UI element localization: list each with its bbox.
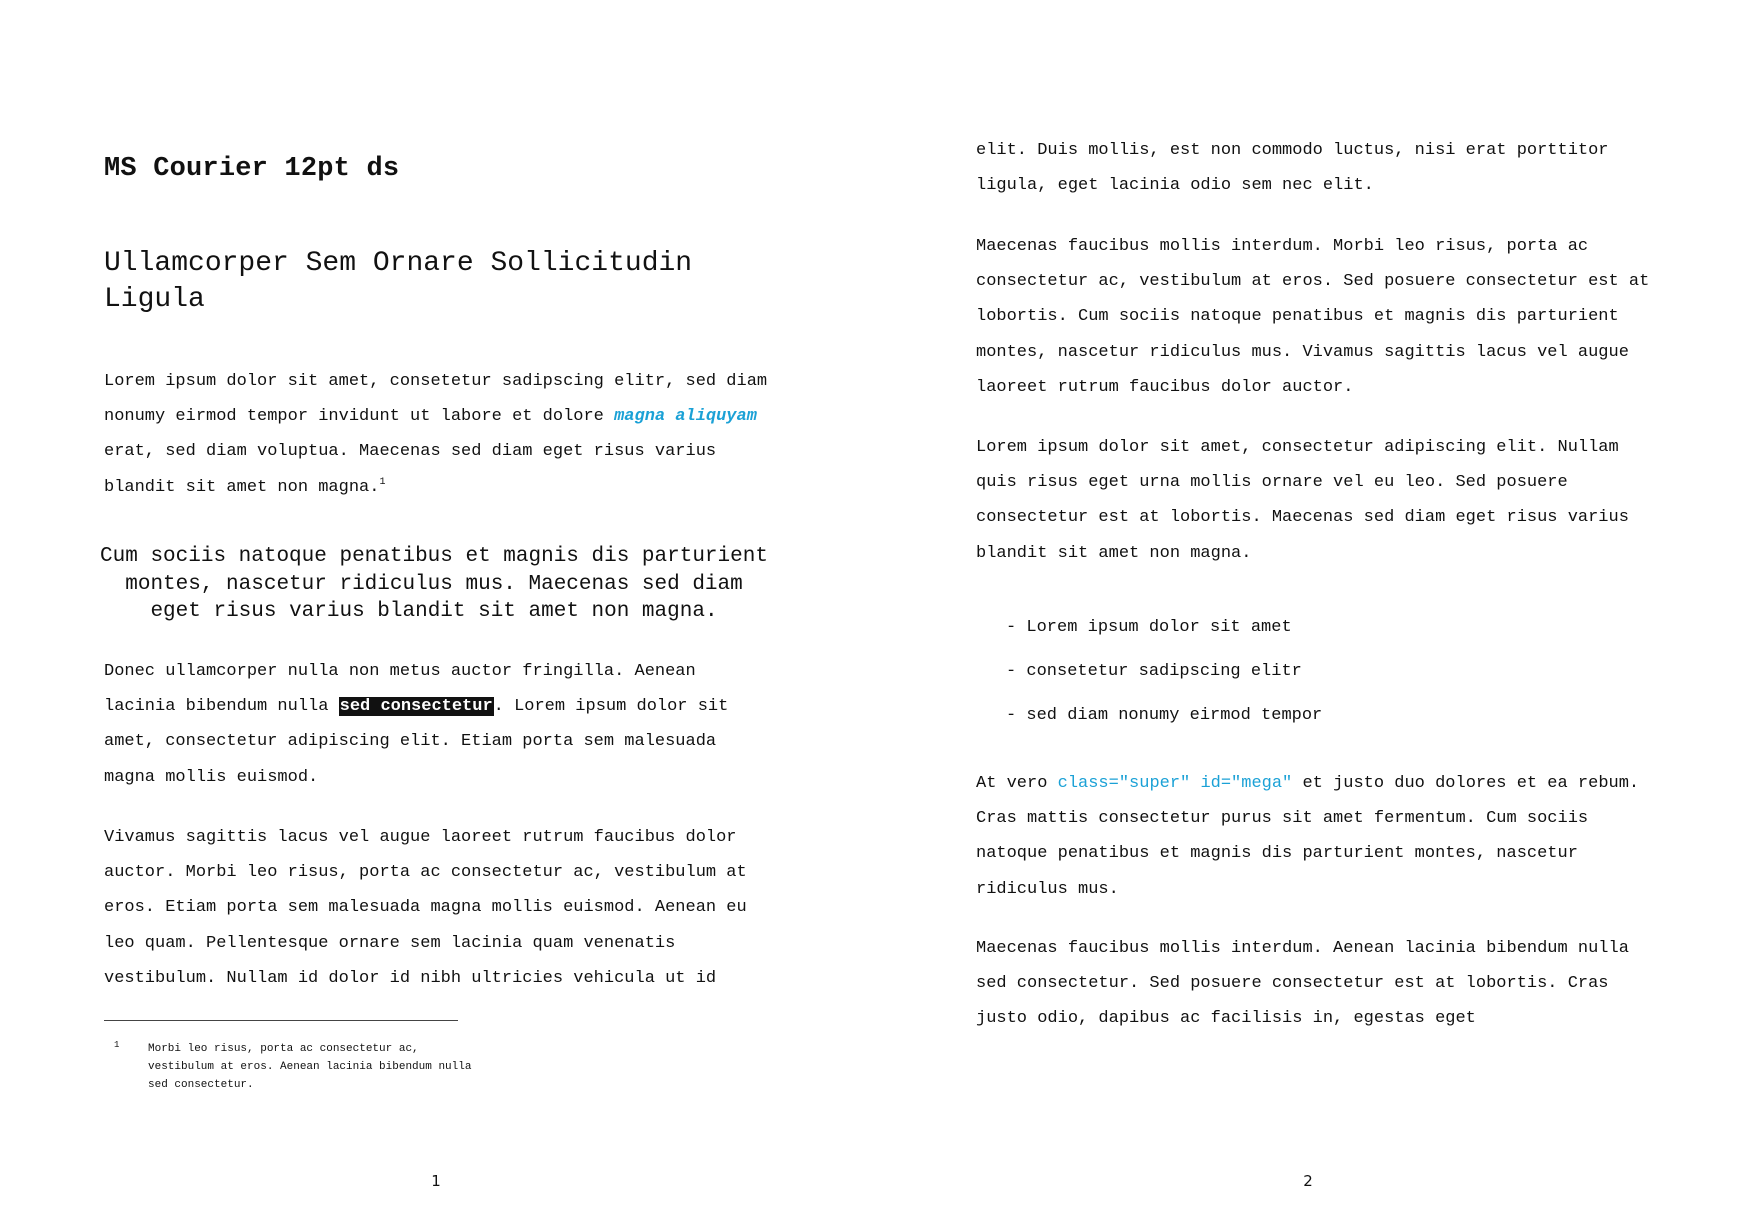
paragraph-at-vero-text-a: At vero	[976, 774, 1058, 793]
paragraph-at-vero-text-b: et justo duo dolores et ea rebum. Cras mattis consectetur purus sit amet fermentum. Cum sociis natoque penatibus et magnis dis parturient montes, nascetur ridiculus mus.	[976, 774, 1640, 899]
document-title: MS Courier 12pt ds	[104, 154, 400, 184]
paragraph-at-vero	[976, 766, 1666, 907]
paragraph-intro-text-b: erat, sed diam voluptua. Maecenas sed diam eget risus varius blandit sit amet non magna.	[104, 442, 717, 497]
page-right	[870, 0, 1740, 1230]
list-item: - sed diam nonumy eirmod tempor	[1006, 706, 1323, 725]
paragraph-maecenas-2: Maecenas faucibus mollis interdum. Aenean lacinia bibendum nulla sed consectetur. Sed posuere consectetur est at lobortis. Cras justo odio, dapibus ac facilisis in, egestas eget	[976, 939, 1629, 1029]
paragraph-donec	[104, 654, 776, 795]
paragraph-intro-text-a: Lorem ipsum dolor sit amet, consetetur sadipscing elitr, sed diam nonumy eirmod tempor invidunt ut labore et dolore	[104, 372, 768, 427]
paragraph-donec-text-b: . Lorem ipsum dolor sit amet, consectetur adipiscing elit. Etiam porta sem malesuada magna mollis euismod.	[104, 697, 729, 787]
paragraph-continued: elit. Duis mollis, est non commodo luctus, nisi erat porttitor ligula, eget lacinia odio sem nec elit.	[976, 141, 1609, 196]
footnote-text: Morbi leo risus, porta ac consectetur ac, vestibulum at eros. Aenean lacinia bibendum nulla sed consectetur.	[148, 1043, 472, 1091]
page-number-left: 1	[431, 1172, 441, 1190]
paragraph-donec-text-a: Donec ullamcorper nulla non metus auctor fringilla. Aenean lacinia bibendum nulla	[104, 662, 696, 717]
page-number-right: 2	[1303, 1172, 1313, 1190]
footnote-reference[interactable]: 1	[379, 476, 386, 488]
paragraph-lorem: Lorem ipsum dolor sit amet, consectetur adipiscing elit. Nullam quis risus eget urna mollis ornare vel eu leo. Sed posuere consectetur est at lobortis. Maecenas sed diam eget risus varius blandit sit amet non magna.	[976, 438, 1629, 563]
code-attribute-text: class="super" id="mega"	[1057, 774, 1293, 793]
section-heading: Ullamcorper Sem Ornare Sollicitudin Ligula	[104, 248, 693, 315]
footnote-marker: 1	[114, 1040, 120, 1050]
list-item: - Lorem ipsum dolor sit amet	[1006, 618, 1292, 637]
footnote-divider	[104, 1020, 458, 1021]
pull-quote: Cum sociis natoque penatibus et magnis dis parturient montes, nascetur ridiculus mus. Maecenas sed diam eget risus varius blandit sit amet non magna.	[100, 545, 768, 623]
paragraph-maecenas-1: Maecenas faucibus mollis interdum. Morbi leo risus, porta ac consectetur ac, vestibulum at eros. Sed posuere consectetur est at lobortis. Cum sociis natoque penatibus et magnis dis parturient montes, nascetur ridiculus mus. Vivamus sagittis lacus vel augue laoreet rutrum faucibus dolor auctor.	[976, 237, 1650, 397]
highlighted-text: sed consectetur	[339, 697, 493, 717]
paragraph-intro	[104, 364, 776, 505]
inline-link-magna-aliquyam[interactable]: magna aliquyam	[614, 407, 757, 427]
paragraph-vivamus: Vivamus sagittis lacus vel augue laoreet rutrum faucibus dolor auctor. Morbi leo risus, porta ac consectetur ac, vestibulum at eros. Etiam porta sem malesuada magna mollis euismod. Aenean eu leo quam. Pellentesque ornare sem lacinia quam venenatis vestibulum. Nullam id dolor id nibh ultricies vehicula ut id	[104, 828, 747, 988]
list-item: - consetetur sadipscing elitr	[1006, 662, 1302, 681]
bullet-list	[1006, 606, 1322, 738]
